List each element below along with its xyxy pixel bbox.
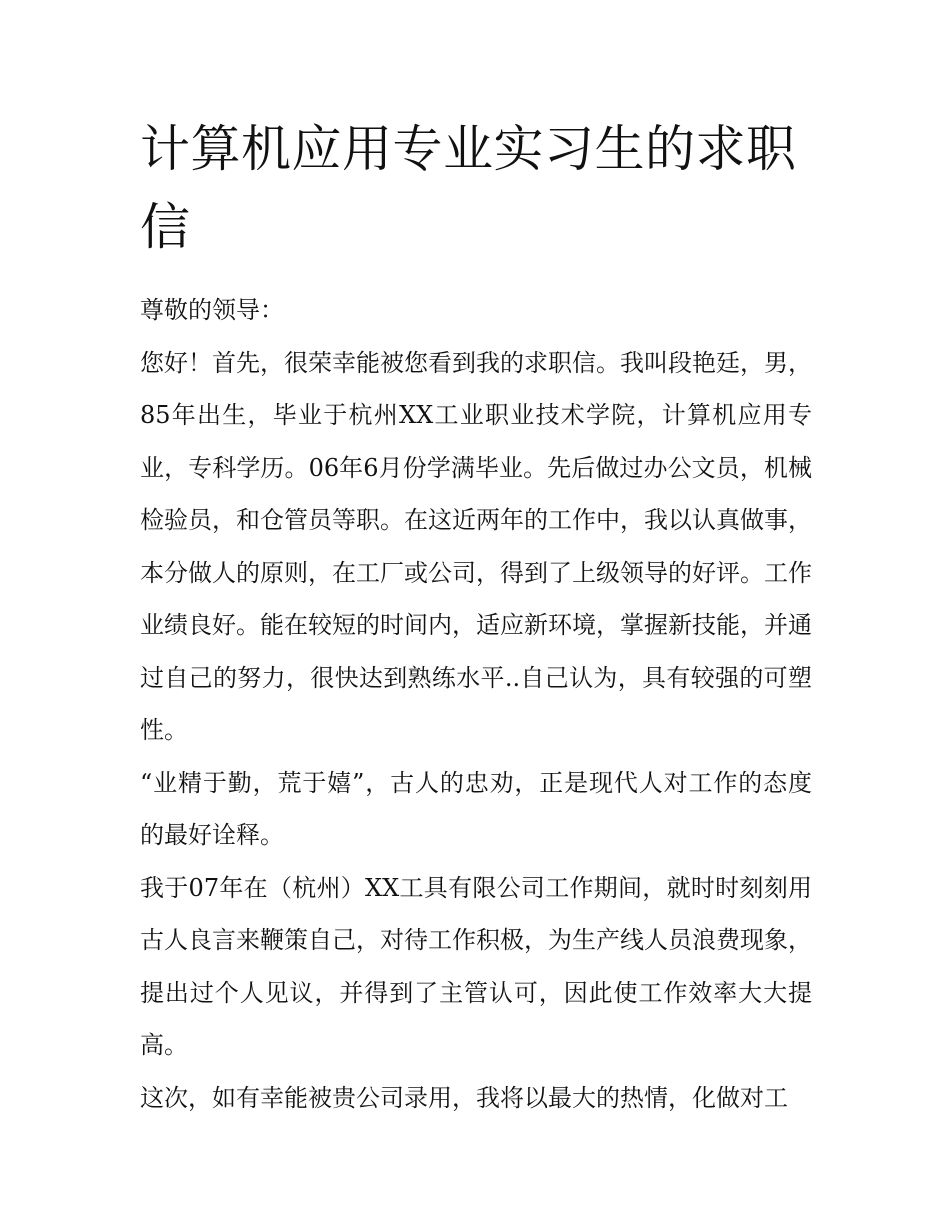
paragraph-quote: “业精于勤，荒于嬉”，古人的忠劝，正是现代人对工作的态度的最好诠释。 xyxy=(140,768,812,849)
paragraph-closing: 这次，如有幸能被贵公司录用，我将以最大的热情，化做对工 xyxy=(140,1083,788,1112)
document-page xyxy=(140,110,812,1124)
paragraph-work-experience: 我于07年在（杭州）XX工具有限公司工作期间，就时时刻刻用古人良言来鞭策自己，对待工作积极，为生产线人员浪费现象，提出过个人见议，并得到了主管认可，因此使工作效率大大提高。 xyxy=(140,873,812,1059)
salutation: 尊敬的领导： xyxy=(140,296,284,324)
document-body xyxy=(140,284,812,1124)
paragraph-introduction: 您好！首先，很荣幸能被您看到我的求职信。我叫段艳廷，男，85年出生，毕业于杭州XX工业职业技术学院，计算机应用专业，专科学历。06年6月份学满毕业。先后做过办公文员，机械检验员，和仓管员等职。在这近两年的工作中，我以认真做事，本分做人的原则，在工厂或公司，得到了上级领导的好评。工作业绩良好。能在较短的时间内，适应新环境，掌握新技能，并通过自己的努力，很快达到熟练水平..自己认为，具有较强的可塑性。 xyxy=(140,348,812,744)
document-title: 计算机应用专业实习生的求职信 xyxy=(140,120,797,256)
